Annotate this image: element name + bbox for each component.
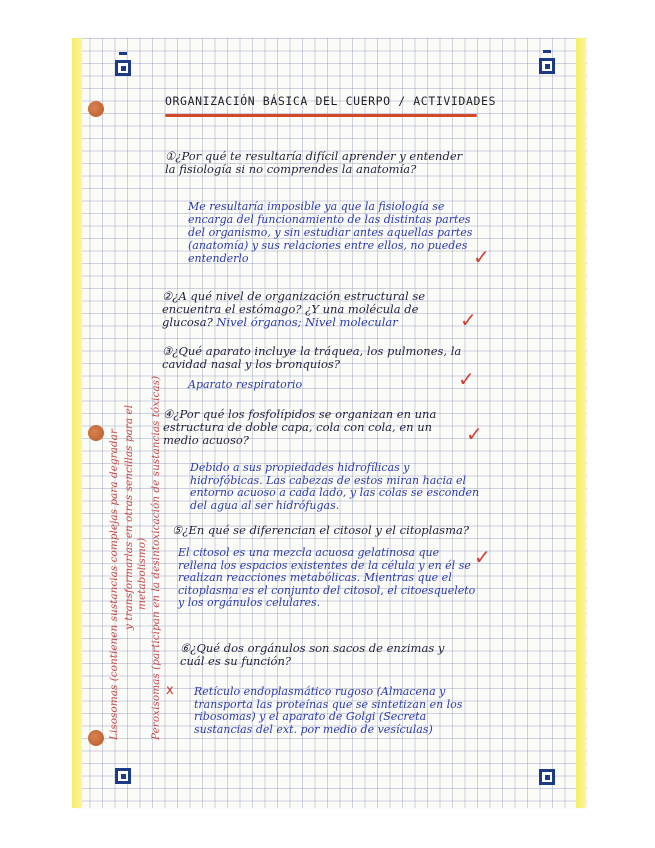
punch-hole-bottom <box>88 730 104 746</box>
corner-marker-top-left <box>115 60 131 76</box>
corner-tick-top-right <box>543 50 551 53</box>
side-note-3: metabolismo) <box>136 537 148 610</box>
corner-marker-top-right <box>539 58 555 74</box>
question-3: ③¿Qué aparato incluye la tráquea, los pulmones, la cavidad nasal y los bronquios? <box>162 344 462 371</box>
check-mark-1: ✓ <box>473 245 490 269</box>
corner-marker-bottom-right <box>539 769 555 785</box>
answer-4: Debido a sus propiedades hidrofílicas y hidrofóbicas. Las cabezas de estos miran hacia el entorno acuoso a cada lado, y las colas se esconden del agua al ser hidrófugas. <box>190 461 480 512</box>
answer-5: El citosol es una mezcla acuosa gelatinosa que rellena los espacios existentes de la célula y en él se realizan reacciones metabólicas. Mientras que el citoplasma es el conjunto del citosol, el citoesqueleto y los orgánulos celulares. <box>178 546 476 609</box>
question-1: ①¿Por qué te resultaría difícil aprender y entender la fisiología si no comprendes la anatomía? <box>165 149 463 176</box>
answer-1: Me resultaría imposible ya que la fisiología se encarga del funcionamiento de las distintas partes del organismo, y sin estudiar antes aquellas partes (anatomía) y sus relaciones entre ellos, no puedes entenderlo <box>188 200 473 265</box>
question-2 <box>162 290 462 329</box>
side-note-2: y transformarlas en otras sencillas para el <box>123 404 135 630</box>
punch-hole-middle <box>88 425 104 441</box>
side-note-1: Lisosomas (contienen sustancias complejas para degradar <box>108 429 120 740</box>
punch-hole-top <box>88 101 104 117</box>
check-mark-2: ✓ <box>460 308 477 332</box>
answer-6: Retículo endoplasmático rugoso (Almacena y transporta las proteínas que se sintetizan en los ribosomas) y el aparato de Golgi (Secreta sustancias del ext. por medio de vesículas) <box>194 685 463 736</box>
question-6: ⑥¿Qué dos orgánulos son sacos de enzimas y cuál es su función? <box>180 641 445 668</box>
answer-3: Aparato respiratorio <box>188 378 303 391</box>
title-underline <box>165 114 477 117</box>
side-note-4: Peroxisomas (participan en la desintoxicación de sustancias tóxicas) <box>150 375 162 740</box>
page-title: ORGANIZACIÓN BÁSICA DEL CUERPO / ACTIVIDADES <box>165 94 497 108</box>
cross-mark-6: x <box>166 683 174 698</box>
page-edge-right <box>576 38 586 808</box>
corner-marker-bottom-left <box>115 768 131 784</box>
question-5: ⑤¿En qué se diferencian el citosol y el citoplasma? <box>172 523 470 537</box>
corner-tick-top-left <box>119 52 127 55</box>
check-mark-4: ✓ <box>466 422 483 446</box>
question-4: ④¿Por qué los fosfolípidos se organizan en una estructura de doble capa, cola con cola, en un medio acuoso? <box>163 407 437 447</box>
check-mark-3: ✓ <box>458 367 475 391</box>
answer-2: Nivel órganos; Nivel molecular <box>216 315 398 329</box>
page-edge-left <box>72 38 82 808</box>
check-mark-5: ✓ <box>474 545 491 569</box>
question-2-text: ②¿A qué nivel de organización estructural se encuentra el estómago? ¿Y una molécula de glucosa? <box>162 289 426 329</box>
